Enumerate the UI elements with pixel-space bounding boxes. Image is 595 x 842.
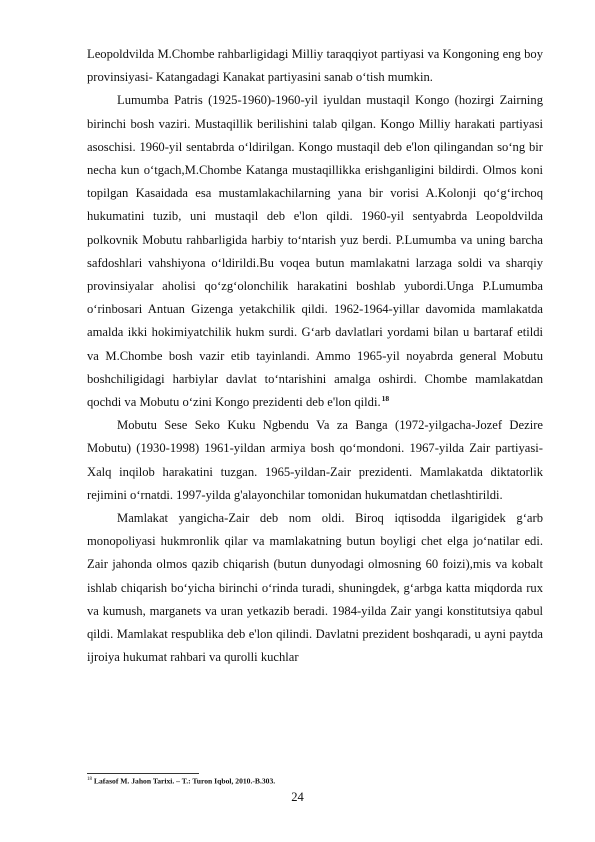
- footnote-number: 18: [87, 777, 92, 782]
- page-number: 24: [291, 790, 304, 804]
- paragraph-3-text: Mobutu Sese Seko Kuku Ngbendu Va za Banga (1972-yilgacha-Jozef Dezire Mobutu) (1930-1998) 1961-yildan armiya bosh qo‘mondoni. 1967-yilda Zair partiyasi-Xalq inqilob harakatini tuzgan. 1965-yildan-Zair prezidenti. Mamlakatda diktatorlik rejimini o‘rnatdi. 1997-yilda g'alayonchilar tomonidan hukumatdan chetlashtirildi.: [87, 418, 543, 502]
- paragraph-2: [87, 89, 543, 414]
- paragraph-1-text: Leopoldvilda M.Chombe rahbarligidagi Milliy taraqqiyot partiyasi va Kongoning eng boy provinsiyasi- Katangadagi Kanakat partiyasini sanab o‘tish mumkin.: [87, 47, 543, 85]
- paragraph-2-text: Lumumba Patris (1925-1960)-1960-yil iyuldan mustaqil Kongo (hozirgi Zairning birinchi bosh vaziri. Mustaqillik berilishini talab qilgan. Kongo Milliy harakati partiyasi asoschisi. 1960-yil sentabrda o‘ldirilgan. Kongo mustaqil deb e'lon qilingandan so‘ng bir necha kun o‘tgach,M.Chombe Katanga mustaqillikka erishganligini bildirdi. Olmos koni topilgan Kasaidada esa mustamlakachilarning yana bir vorisi A.Kolonji qo‘g‘irchoq hukumatini tuzib, uni mustaqil deb e'lon qildi. 1960-yil sentyabrda Leopoldvilda polkovnik Mobutu rahbarligida harbiy to‘ntarish yuz berdi. P.Lumumba va uning barcha safdoshlari vahshiyona o‘ldirildi.Bu voqea butun mamlakatni larzaga soldi va sharqiy provinsiyalar aholisi qo‘zg‘olonchilik harakatini boshlab yubordi.Unga P.Lumumba o‘rinbosari Antuan Gizenga yetakchilik qildi. 1962-1964-yillar davomida mamlakatda amalda ikki hokimiyatchilik hukm surdi. G‘arb davlatlari yordami bilan u bartaraf etildi va M.Chombe bosh vazir etib tayinlandi. Ammo 1965-yil noyabrda general Mobutu boshchiligidagi harbiylar davlat to‘ntarishini amalga oshirdi. Chombe mamlakatdan qochdi va Mobutu o‘zini Kongo prezidenti deb e'lon qildi.: [87, 93, 543, 410]
- footnote: [87, 775, 275, 787]
- paragraph-4-text: Mamlakat yangicha-Zair deb nom oldi. Biroq iqtisodda ilgarigidek g‘arb monopoliyasi hukmronlik qilar va mamlakatning butun boyligi chet elga jo‘natilar edi. Zair jahonda olmos qazib chiqarish (butun dunyodagi olmosning 60 foizi),mis va kobalt ishlab chiqarish bo‘yicha birinchi o‘rinda turadi, shuningdek, g‘arbga katta miqdorda rux va kumush, marganets va uran yetkazib beradi. 1984-yilda Zair yangi konstitutsiya qabul qildi. Mamlakat respublika deb e'lon qilindi. Davlatni prezident boshqaradi, u ayni paytda ijroiya hukumat rahbari va qurolli kuchlar: [87, 511, 543, 665]
- footnote-divider: [87, 773, 199, 774]
- footnote-reference[interactable]: 18: [381, 393, 390, 403]
- paragraph-4: [87, 507, 543, 669]
- paragraph-3: [87, 414, 543, 507]
- page-body: [87, 43, 543, 669]
- paragraph-1: [87, 43, 543, 89]
- footnote-text: Lafasof M. Jahon Tarixi. – T.: Turon Iqbol, 2010.-B.303.: [92, 776, 276, 786]
